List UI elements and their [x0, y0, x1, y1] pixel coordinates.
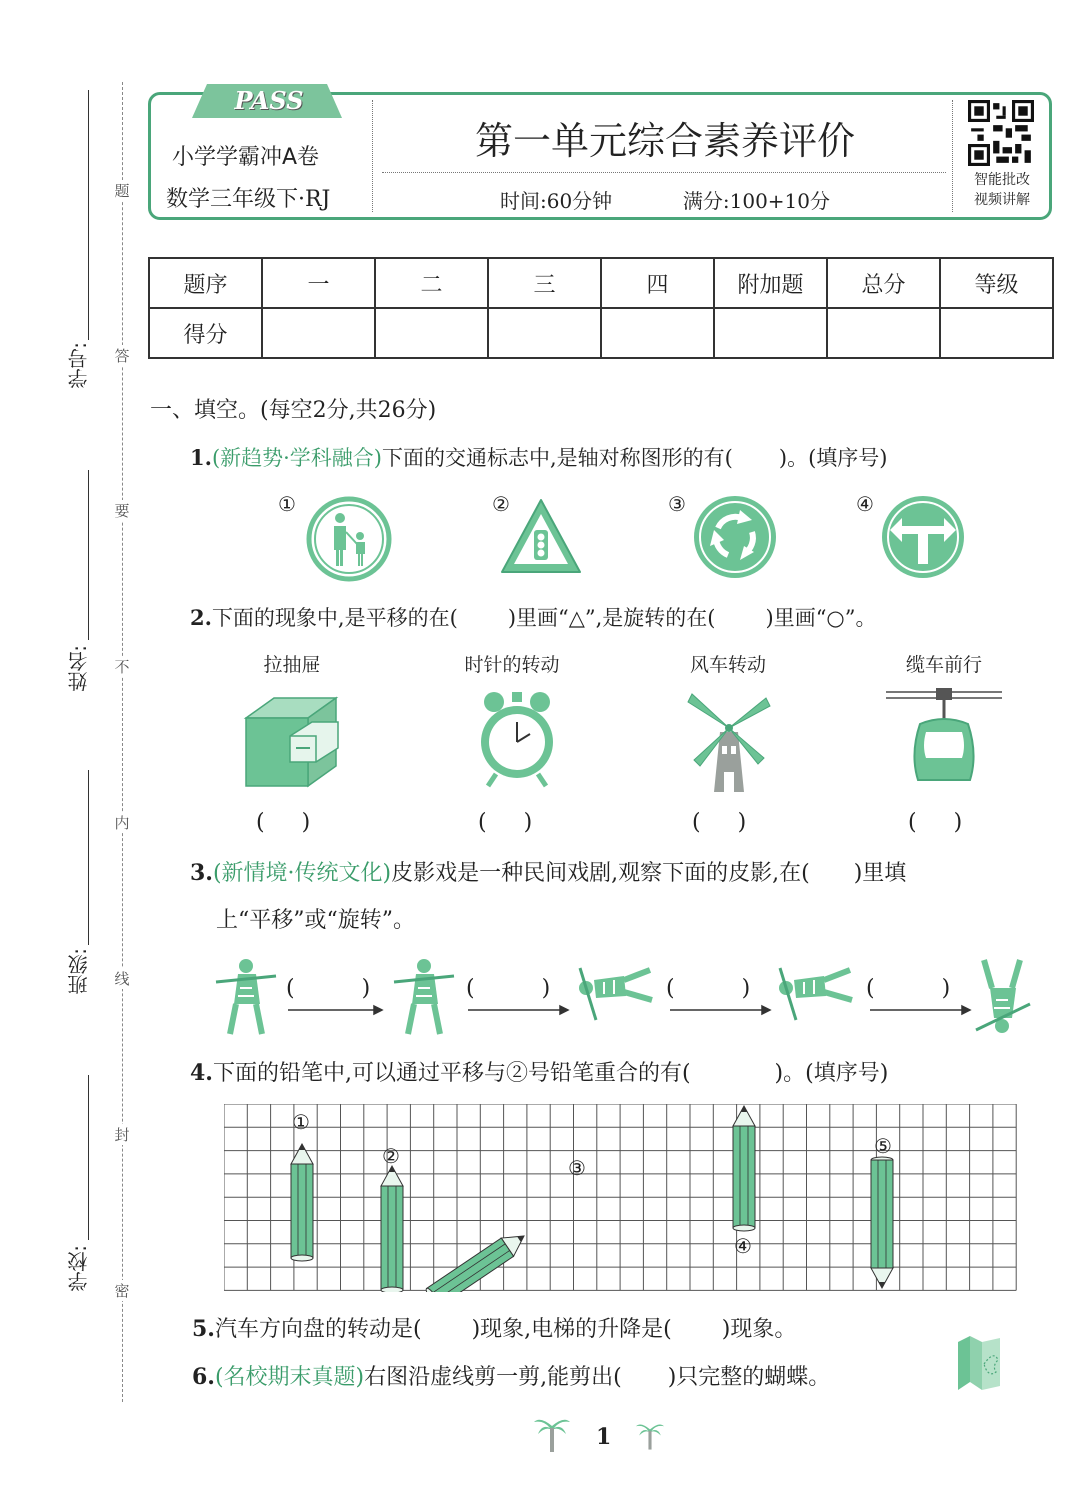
question-text: 右图沿虚线剪一剪,能剪出(: [364, 1365, 622, 1390]
option-label: ②: [492, 492, 510, 516]
pedestrian-sign-icon: [306, 496, 392, 582]
qr-caption-line: 智能批改: [974, 172, 1030, 188]
question-tag: (新趋势·学科融合): [211, 446, 382, 470]
turn-left-right-sign-icon: [880, 494, 966, 580]
score-cell[interactable]: [940, 308, 1053, 358]
option-label: ①: [278, 492, 296, 516]
pencil-label: ④: [734, 1234, 752, 1258]
seal-char: 要: [112, 500, 132, 521]
score-header-cell: 总分: [827, 258, 940, 308]
pencil-label: ⑤: [874, 1134, 892, 1158]
question-text: )里画“△”,是旋转的在(: [507, 606, 716, 630]
qr-code-icon[interactable]: [968, 100, 1034, 166]
score-cell[interactable]: [827, 308, 940, 358]
paren-open: (: [256, 810, 265, 835]
answer-paren[interactable]: [908, 810, 962, 835]
answer-paren[interactable]: [286, 976, 370, 1001]
question-tail: )。(填序号): [778, 446, 888, 470]
image-caption: 缆车前行: [905, 654, 982, 676]
score-cell[interactable]: [714, 308, 827, 358]
question-number: 1.: [190, 445, 212, 470]
paren-close: ): [361, 976, 371, 1001]
question-2: [190, 603, 877, 633]
answer-paren[interactable]: [666, 976, 750, 1001]
binding-dashed-line: [122, 82, 123, 1402]
answer-paren[interactable]: [256, 810, 310, 835]
qr-caption-line: 视频讲解: [974, 192, 1030, 208]
windmill-icon: [684, 688, 774, 794]
series-name: 小学学霸冲A卷: [172, 145, 320, 170]
paren-close: ): [741, 976, 751, 1001]
paren-open: (: [478, 810, 487, 835]
header-divider: [382, 172, 946, 173]
answer-paren[interactable]: [866, 976, 950, 1001]
page-number: 1: [596, 1424, 612, 1450]
pencil-icon: [381, 1166, 403, 1292]
grade-label: 数学三年级下·RJ: [166, 187, 331, 212]
paren-open: (: [692, 810, 701, 835]
class-line: [88, 770, 89, 945]
student-no-label: 学号:: [67, 342, 91, 389]
paren-close: ): [523, 810, 533, 835]
question-6: [192, 1362, 830, 1393]
score-table-score-row: [149, 308, 1053, 358]
folded-paper-butterfly-icon: [954, 1334, 1004, 1392]
answer-paren[interactable]: [692, 810, 746, 835]
question-tag: (名校期末真题): [214, 1365, 365, 1390]
option-label: ④: [856, 492, 874, 516]
question-5: [192, 1314, 796, 1345]
seal-char: 不: [112, 656, 132, 677]
pencil-label: ①: [292, 1110, 310, 1134]
question-text: 下面的铅笔中,可以通过平移与②号铅笔重合的有(: [212, 1061, 691, 1086]
question-number: 6.: [192, 1364, 215, 1390]
score-cell[interactable]: [601, 308, 714, 358]
seal-char: 题: [112, 180, 132, 201]
school-label: 学校:: [67, 1245, 91, 1292]
palm-tree-icon: [534, 1412, 570, 1452]
option-label: ③: [668, 492, 686, 516]
question-tail: )里填: [853, 861, 907, 886]
score-table-header-row: [149, 258, 1053, 308]
paren-open: (: [866, 976, 875, 1001]
score-cell[interactable]: [488, 308, 601, 358]
image-caption: 时针的转动: [464, 654, 560, 676]
question-text: 皮影戏是一种民间戏剧,观察下面的皮影,在(: [391, 861, 810, 886]
pencil-icon: [871, 1157, 893, 1288]
score-header-cell: 四: [601, 258, 714, 308]
question-number: 2.: [190, 605, 212, 630]
paren-close: ): [941, 976, 951, 1001]
paren-open: (: [908, 810, 917, 835]
answer-paren[interactable]: [466, 976, 550, 1001]
drawer-cabinet-icon: [240, 690, 350, 800]
paren-open: (: [666, 976, 675, 1001]
palm-tree-icon: [636, 1418, 664, 1450]
score-header-cell: 等级: [940, 258, 1053, 308]
answer-paren[interactable]: [478, 810, 532, 835]
pencil-label: ②: [382, 1144, 400, 1168]
paren-open: (: [466, 976, 475, 1001]
question-tail: )里画“○”。: [765, 606, 877, 630]
exam-meta: [380, 185, 950, 214]
exam-time: 时间:60分钟: [499, 189, 613, 213]
question-text: 下面的交通标志中,是轴对称图形的有(: [382, 446, 733, 470]
question-number: 4.: [190, 1060, 213, 1086]
cable-car-icon: [886, 684, 1002, 794]
score-header-cell: 二: [375, 258, 488, 308]
question-tag: (新情境·传统文化): [212, 861, 392, 886]
roundabout-sign-icon: [692, 494, 778, 580]
pencil-label: ③: [568, 1156, 586, 1180]
name-line: [88, 470, 89, 640]
pencil-icon: [424, 1227, 530, 1292]
pass-logo: PASS: [234, 86, 304, 115]
section-heading: 一、填空。(每空2分,共26分): [150, 398, 437, 423]
score-header-cell: 题序: [149, 258, 262, 308]
score-cell[interactable]: [375, 308, 488, 358]
question-3: [190, 858, 906, 889]
seal-char: 封: [112, 1124, 132, 1145]
paren-close: ): [301, 810, 311, 835]
question-tail: )。(填序号): [774, 1061, 889, 1086]
question-tail: )只完整的蝴蝶。: [667, 1365, 831, 1390]
school-line: [88, 1075, 89, 1240]
header-divider: [952, 100, 953, 212]
seal-char: 密: [112, 1280, 132, 1301]
paren-open: (: [286, 976, 295, 1001]
question-tail: )现象。: [721, 1317, 797, 1342]
pencil-icon: [733, 1106, 755, 1231]
question-text: 汽车方向盘的转动是(: [214, 1317, 422, 1342]
pencil-grid: [224, 1104, 1024, 1292]
seal-char: 内: [112, 812, 132, 833]
exam-full-score: 满分:100+10分: [682, 189, 831, 213]
alarm-clock-icon: [476, 688, 558, 792]
score-table: [148, 257, 1054, 359]
score-header-cell: 一: [262, 258, 375, 308]
score-header-cell: 三: [488, 258, 601, 308]
question-text: 下面的现象中,是平移的在(: [211, 606, 458, 630]
question-number: 3.: [190, 860, 213, 886]
class-label: 班级:: [67, 948, 91, 995]
page-title: 第一单元综合素养评价: [474, 119, 855, 163]
name-label: 姓名:: [67, 645, 91, 692]
question-number: 5.: [192, 1316, 215, 1342]
image-caption: 拉抽屉: [263, 654, 321, 676]
paren-close: ): [737, 810, 747, 835]
seal-char: 答: [112, 345, 132, 366]
seal-char: 线: [112, 968, 132, 989]
score-cell[interactable]: [262, 308, 375, 358]
question-4: [190, 1058, 888, 1089]
question-text: )现象,电梯的升降是(: [471, 1317, 672, 1342]
image-caption: 风车转动: [689, 654, 766, 676]
score-header-cell: 附加题: [714, 258, 827, 308]
traffic-light-warning-icon: [498, 496, 584, 578]
pencil-icon: [291, 1144, 313, 1261]
paren-close: ): [541, 976, 551, 1001]
student-no-line: [88, 90, 89, 340]
question-3-line2: 上“平移”或“旋转”。: [216, 908, 415, 933]
qr-caption: [958, 170, 1046, 210]
question-1: [190, 443, 887, 473]
score-row-label: 得分: [149, 308, 262, 358]
paren-close: ): [953, 810, 963, 835]
header-divider: [372, 100, 373, 212]
